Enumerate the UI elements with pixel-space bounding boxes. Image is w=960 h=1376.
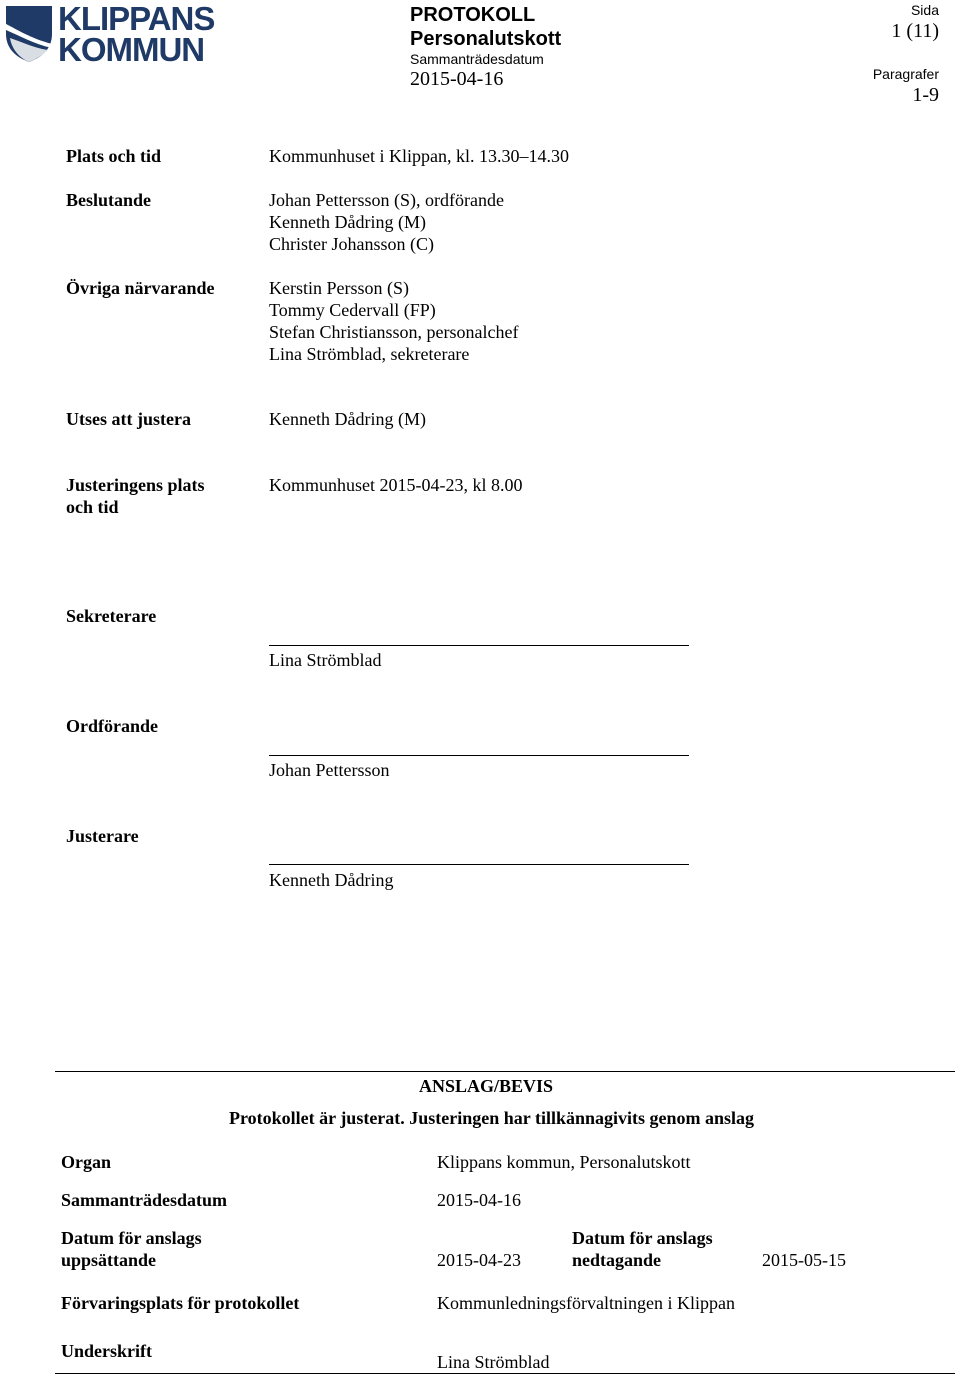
- notice-signature-label: Underskrift: [61, 1341, 152, 1361]
- place-label: Plats och tid: [66, 146, 162, 166]
- adjuster-name: Kenneth Dådring: [269, 870, 394, 890]
- adjust-place-label-line-2: och tid: [66, 497, 119, 517]
- list-item: Lina Strömblad, sekreterare: [269, 344, 470, 364]
- removed-value: 2015-05-15: [762, 1250, 846, 1270]
- adjuster-label: Utses att justera: [66, 409, 191, 429]
- meeting-date-label: Sammanträdesdatum: [410, 51, 544, 67]
- list-item: Kenneth Dådring (M): [269, 212, 426, 232]
- adjust-place-value: Kommunhuset 2015-04-23, kl 8.00: [269, 475, 523, 495]
- adjuster-signature-line: [269, 864, 689, 865]
- place-value: Kommunhuset i Klippan, kl. 13.30–14.30: [269, 146, 569, 166]
- list-item: Christer Johansson (C): [269, 234, 434, 254]
- removed-label: [572, 1227, 713, 1271]
- organ-value: Klippans kommun, Personalutskott: [437, 1152, 691, 1172]
- posted-label: [61, 1227, 202, 1271]
- paragraphs-label: Paragrafer: [872, 66, 939, 82]
- page-label: Sida: [910, 2, 939, 18]
- paragraphs-value: 1-9: [912, 84, 939, 106]
- list-item: Kerstin Persson (S): [269, 278, 409, 298]
- chair-signature-line: [269, 755, 689, 756]
- notice-signature-value: Lina Strömblad: [437, 1352, 550, 1372]
- notice-subtitle: Protokollet är justerat. Justeringen har tillkännagivits genom anslag: [229, 1108, 755, 1128]
- chair-name: Johan Pettersson: [269, 760, 390, 780]
- deciding-label: Beslutande: [66, 190, 152, 210]
- meeting-date-value: 2015-04-16: [410, 68, 504, 90]
- notice-top-rule: [55, 1071, 955, 1072]
- secretary-signature-line: [269, 645, 689, 646]
- list-item: Tommy Cedervall (FP): [269, 300, 436, 320]
- notice-title: ANSLAG/BEVIS: [419, 1076, 554, 1096]
- organ-label: Organ: [61, 1152, 112, 1172]
- coat-of-arms-icon: [4, 4, 54, 64]
- municipality-logo: [4, 0, 215, 68]
- removed-label-line-2: nedtagande: [572, 1250, 662, 1270]
- adjuster-signature-label: Justerare: [66, 826, 139, 846]
- secretary-label: Sekreterare: [66, 606, 157, 626]
- notice-date-label: Sammanträdesdatum: [61, 1190, 228, 1210]
- list-item: Johan Pettersson (S), ordförande: [269, 190, 504, 210]
- list-item: Stefan Christiansson, personalchef: [269, 322, 519, 342]
- secretary-name: Lina Strömblad: [269, 650, 382, 670]
- adjust-place-label-line-1: Justeringens plats: [66, 475, 205, 495]
- posted-label-line-1: Datum för anslags: [61, 1228, 202, 1248]
- storage-label: Förvaringsplats för protokollet: [61, 1293, 300, 1313]
- document-type: PROTOKOLL: [410, 4, 536, 26]
- logo-line-2: KOMMUN: [58, 31, 205, 68]
- posted-value: 2015-04-23: [437, 1250, 521, 1270]
- removed-label-line-1: Datum för anslags: [572, 1228, 713, 1248]
- adjust-place-label: [66, 474, 205, 518]
- posted-label-line-2: uppsättande: [61, 1250, 157, 1270]
- adjuster-value: Kenneth Dådring (M): [269, 409, 426, 429]
- deciding-list: [269, 189, 504, 255]
- storage-value: Kommunledningsförvaltningen i Klippan: [437, 1293, 735, 1313]
- logo-text: [58, 0, 215, 68]
- notice-date-value: 2015-04-16: [437, 1190, 521, 1210]
- committee-name: Personalutskott: [410, 28, 562, 50]
- others-label: Övriga närvarande: [66, 278, 215, 298]
- notice-bottom-rule: [55, 1373, 955, 1374]
- chair-label: Ordförande: [66, 716, 158, 736]
- others-list: [269, 277, 518, 365]
- logo-line-1: KLIPPANS: [58, 0, 215, 37]
- page-number: 1 (11): [891, 20, 939, 42]
